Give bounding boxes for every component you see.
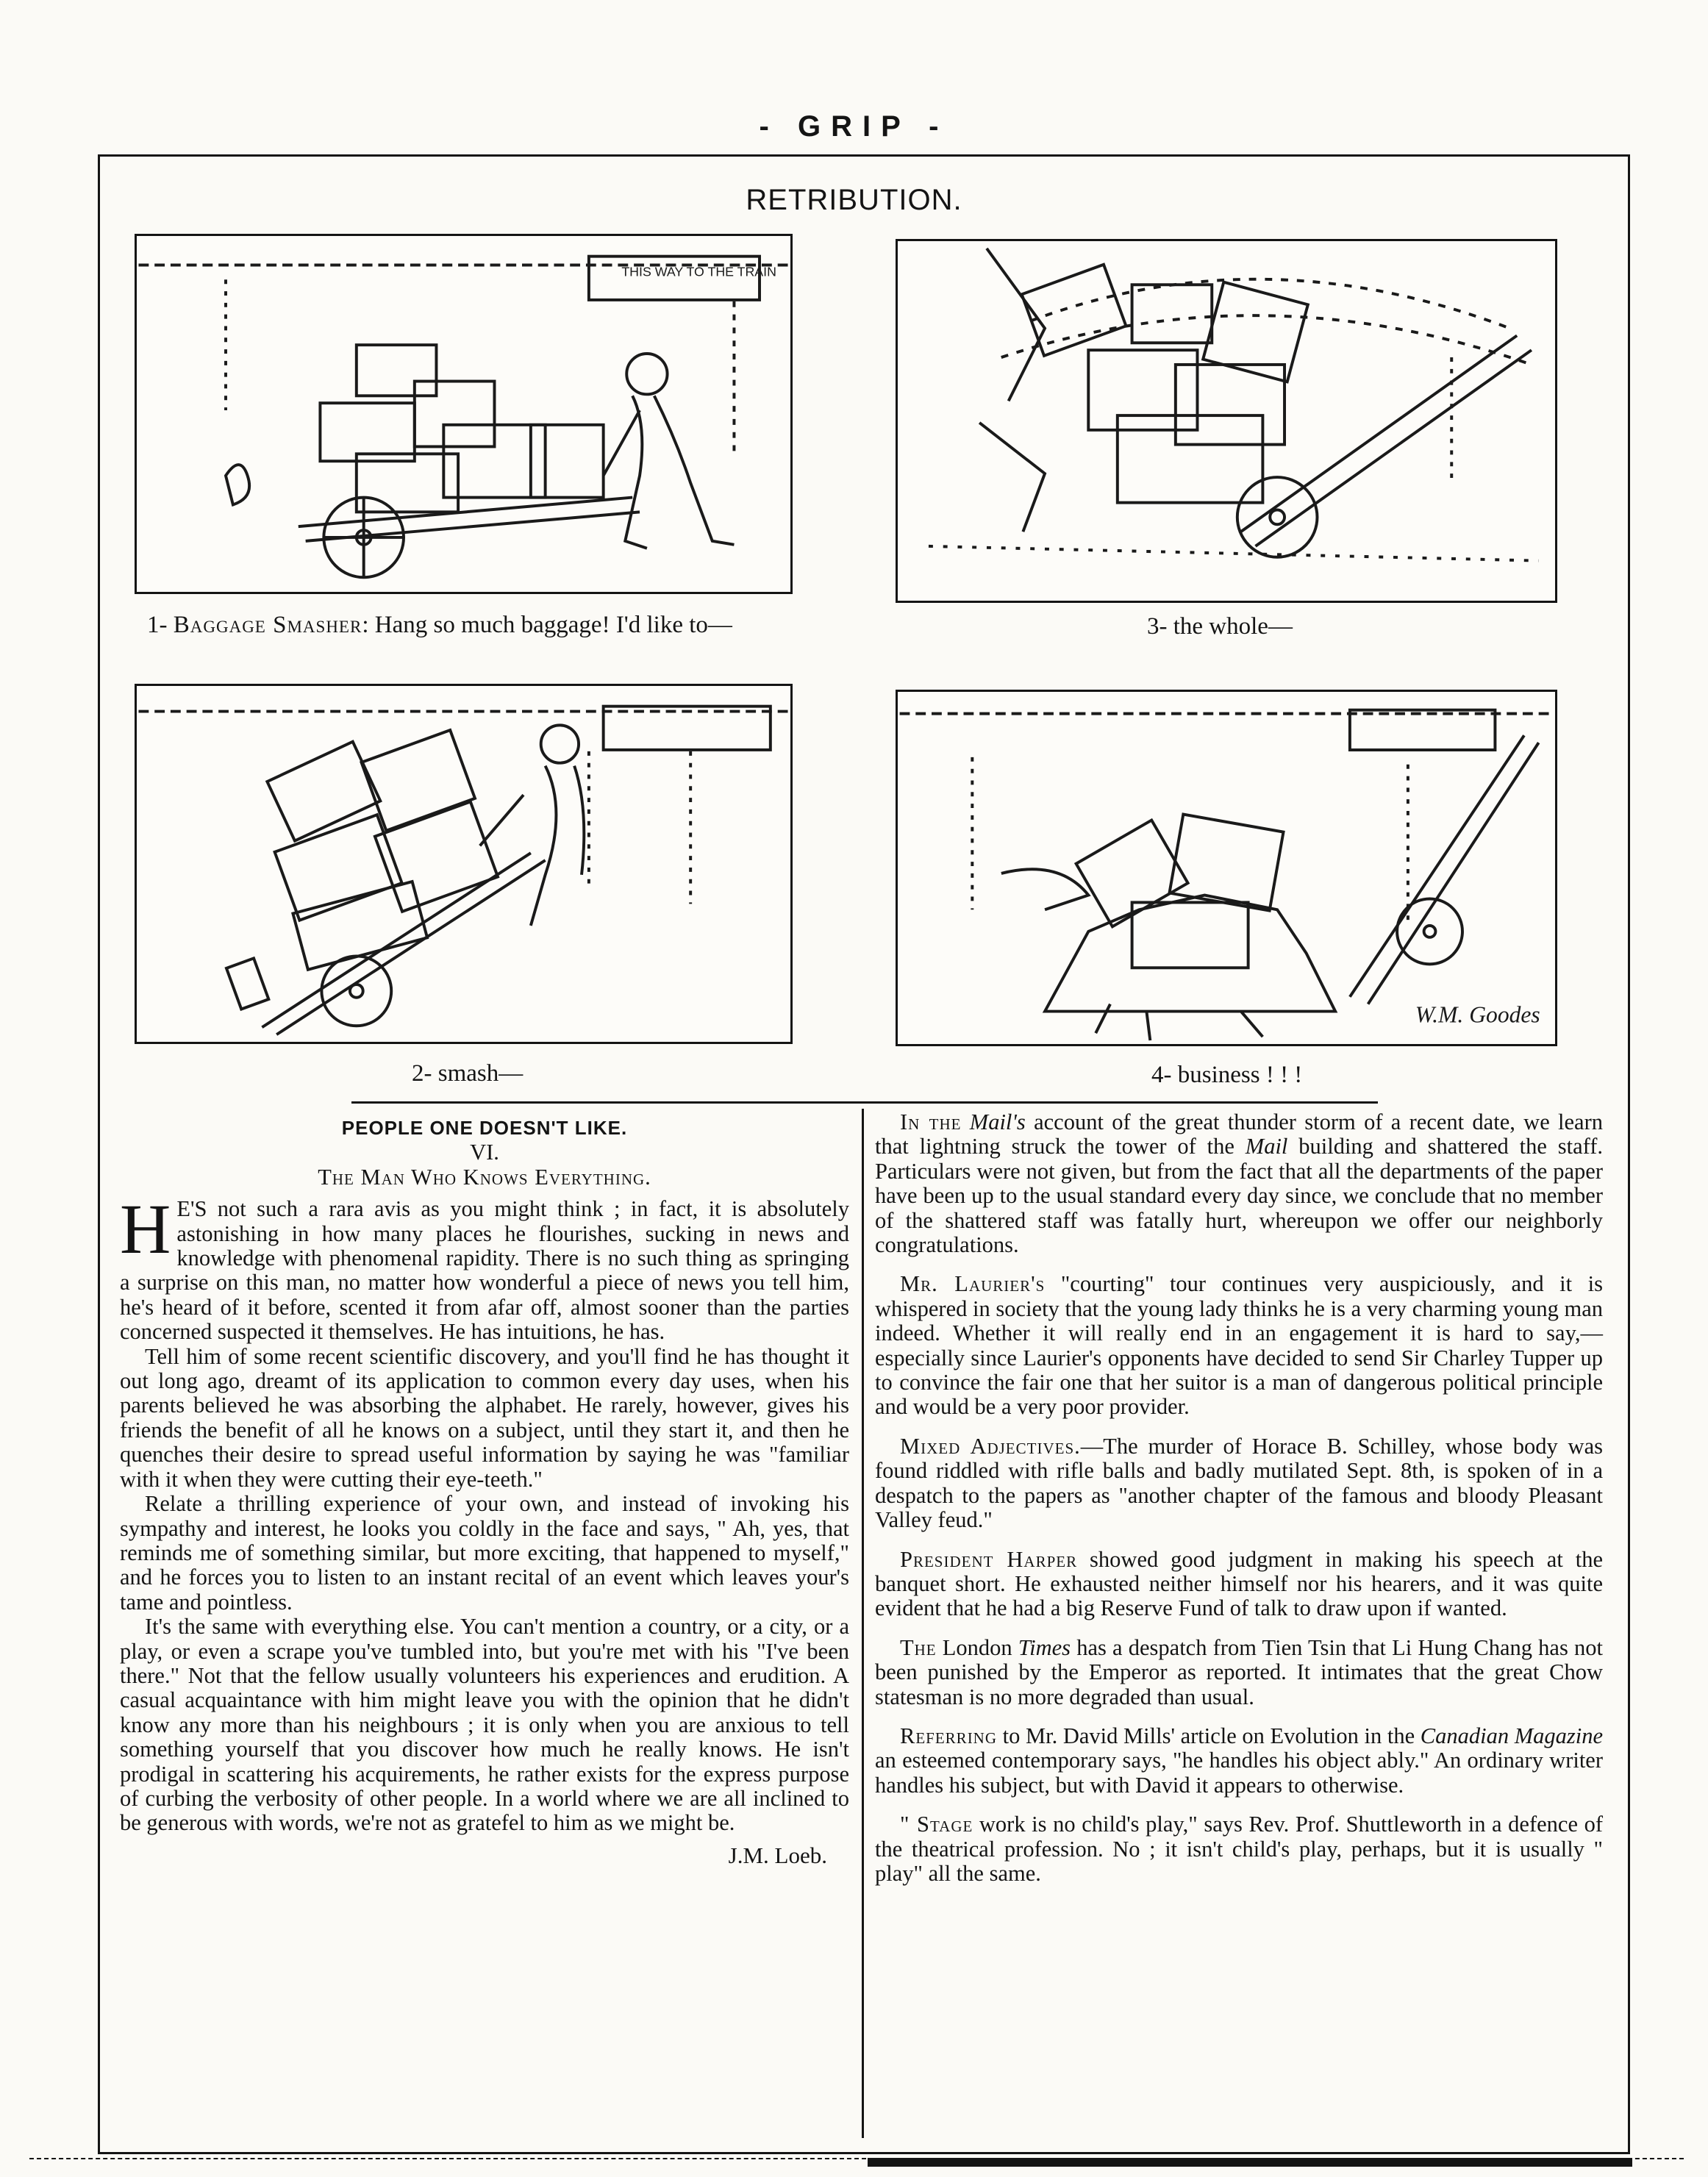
article-paragraph-1: H E'S not such a rara avis as you might think ; in fact, it is absolutely astonishing in how many places he flourishes, sucking in news and knowledge with phenomenal rapidity. There is no such thing as springing a surprise on this man, no matter how wonderful a piece of news you tell him, he's heard of it before, scented it from afar off, almost sooner than the parties concerned suspected it themselves. He has intuitions, he has. (120, 1190, 849, 1345)
sign-text: THIS WAY TO THE TRAIN (621, 264, 776, 279)
note-president-harper: President Harper showed good judgment in making his speech at the banquet short. He exhausted neither himself nor his hearers, and it was quite evident that he had a big Reserve Fund of talk to draw upon if wanted. (875, 1546, 1603, 1621)
note-laurier: Mr. Laurier's "courting" tour continues very auspiciously, and it is whispered in society that the young lady thinks he is a very charming young man indeed. Whether it will really end in an engagement it is hard to say,— especially since Laurier's opponents have decided to send Sir Charley Tupper up to convince the fair one that her suitor is a man of dangerous political principle and would be a very poor provider. (875, 1271, 1604, 1420)
bottom-bar (868, 2158, 1632, 2167)
note-mail-storm: In the Mail's account of the great thunder storm of a recent date, we learn that lightning struck the tower of the Mail building and shattered the staff. Particulars were not given, but from the fact that all the departments of the paper have been up to the usual standard every day since, we conclude that no member of the shattered staff was fatally hurt, whereupon we offer our neighborly congratulations. (875, 1109, 1604, 1258)
cartoon-panel-4 (896, 690, 1557, 1046)
cartoon-panel-3 (896, 239, 1557, 603)
article-number: VI. (470, 1140, 499, 1165)
drop-cap: H (120, 1190, 171, 1269)
cartoon-panel-1 (135, 234, 793, 594)
panel-1-drawing (137, 236, 790, 592)
panel-4-drawing (898, 692, 1555, 1044)
artist-signature: W.M. Goodes (1415, 1001, 1540, 1028)
speaker-label: Baggage Smasher (173, 612, 362, 638)
note-mixed-adjectives: Mixed Adjectives.—The murder of Horace B. Schilley, whose body was found riddled with rifle balls and badly mutilated Sept. 8th, is spoken of in a despatch to the papers as "another chapter of the famous and bloody Pleasant Valley feud." (875, 1433, 1603, 1533)
panel-3-drawing (898, 241, 1555, 601)
note-stage-work: " Stage work is no child's play," says Rev. Prof. Shuttleworth in a defence of the theatrical profession. No ; it isn't child's play, perhaps, but it is usually " play" all the same. (875, 1812, 1603, 1886)
panel-1-caption: 1- Baggage Smasher: Hang so much baggage! I'd like to— (147, 612, 732, 638)
panel-2-caption: 2- smash— (412, 1060, 524, 1087)
cartoon-panel-2 (135, 684, 793, 1044)
column-divider (862, 1109, 864, 2138)
article-paragraph-4: It's the same with everything else. You can't mention a country, or a city, or a play, or even a scrape you've tumbled into, but you're met with his "I've been there." Not that the fellow usually volunteers his experiences and erudition. A casual acquaintance with him might leave you with the opinion that he didn't know any more than his neighbours ; it is only when you are anxious to tell something yourself that you discover how much he really knows. He isn't prodigal in scattering his acquirements, he rather exists for the express purpose of curbing the verbosity of other people. In a world where we are all inclined to be generous with words, we're not as gratefel to him as we might be. (120, 1614, 849, 1836)
article-heading: PEOPLE ONE DOESN'T LIKE. (341, 1117, 628, 1139)
cartoon-title: RETRIBUTION. (746, 184, 962, 216)
masthead: - GRIP - (759, 110, 949, 143)
panel-2-drawing (137, 686, 790, 1042)
notes-column (875, 1110, 1603, 1886)
article-subheading: The Man Who Knows Everything. (318, 1164, 651, 1190)
article-paragraph-3: Relate a thrilling experience of your own, and instead of invoking his sympathy and interest, he looks you coldly in the face and says, " Ah, yes, that reminds me of something similar, but more exciting, that happened to myself," and he forces you to listen to an instant recital of an event which leaves your's tame and pointless. (120, 1491, 849, 1615)
panel-4-caption: 4- business ! ! ! (1151, 1062, 1303, 1088)
panel-3-caption: 3- the whole— (1147, 613, 1293, 640)
note-evolution: Referring to Mr. David Mills' article on Evolution in the Canadian Magazine an esteemed contemporary says, "he handles his object ably." An ordinary writer handles his subject, but with David it appears to otherwise. (875, 1723, 1604, 1798)
section-divider (351, 1101, 1378, 1104)
article-column (120, 1116, 849, 1867)
article-paragraph-2: Tell him of some recent scientific discovery, and you'll find he has thought it out long ago, dreamt of its application to common every day uses, when his parents believed he was absorbing the alphabet. He rarely, however, gives his friends the benefit of all he knows on a subject, until they start it, and then he quenches their desire to spread useful information by saying he was "familiar with it when they were cutting their eye-teeth." (120, 1343, 849, 1492)
article-byline: J.M. Loeb. (728, 1842, 827, 1868)
note-london-times: The London Times has a despatch from Tien Tsin that Li Hung Chang has not been punished by the Emperor as reported. It intimates that the great Chow statesman is no more degraded than usual. (875, 1634, 1603, 1709)
